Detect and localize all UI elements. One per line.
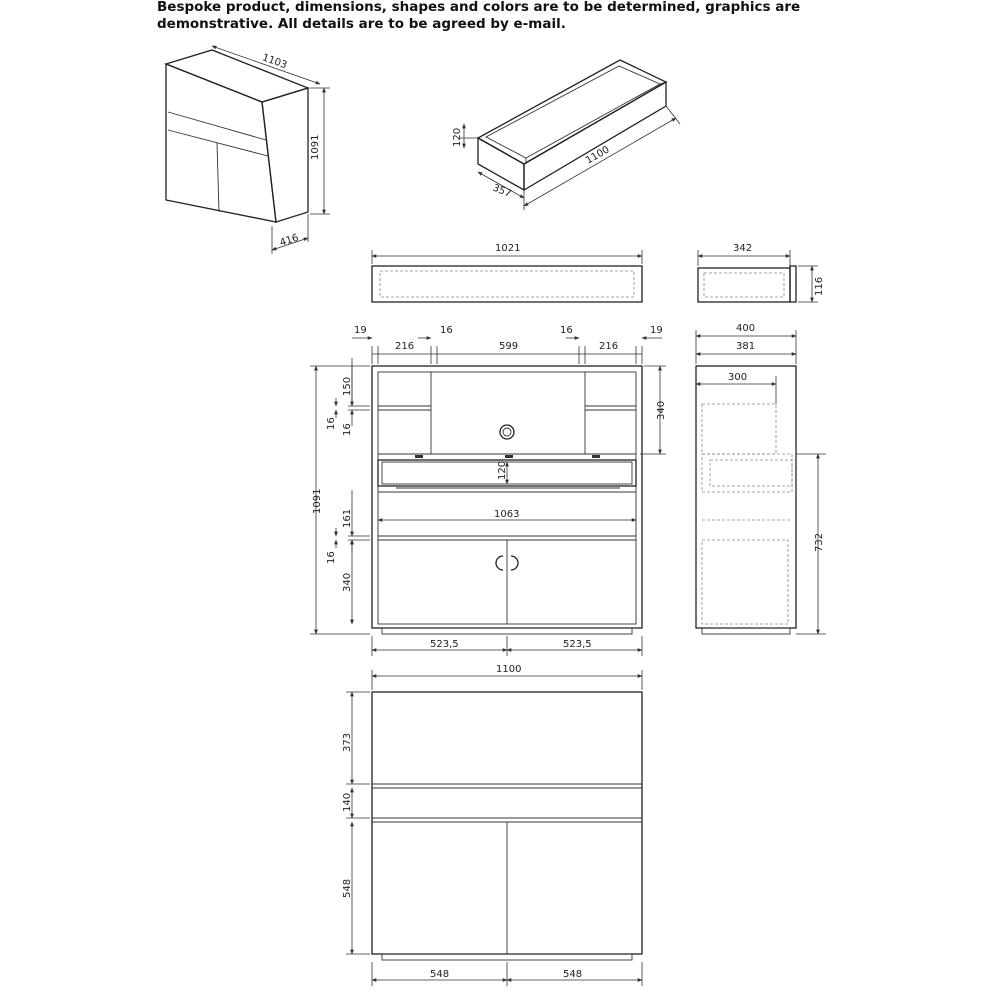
front-open-view: [310, 325, 667, 690]
side-view: [696, 323, 826, 634]
front-thick-c: 16: [326, 551, 337, 564]
closed-doors-height: 548: [342, 878, 353, 898]
front-top-shelf: 150: [342, 376, 353, 396]
iso-drawer-height: 120: [452, 127, 463, 147]
front-drawer-height: 120: [497, 460, 508, 480]
iso-drawer-depth: 357: [490, 182, 513, 200]
front-upper-height: 340: [656, 400, 667, 420]
iso-cabinet-view: [166, 46, 330, 254]
front-bottom-left: 523,5: [430, 639, 459, 650]
closed-top-height: 373: [342, 732, 353, 752]
drawer-side-elevation: [698, 243, 825, 302]
iso-cabinet-width: 1103: [260, 52, 289, 72]
iso-drawer-view: [452, 60, 680, 210]
drawer-side-depth: 342: [733, 243, 753, 254]
front-shelf-left: 216: [395, 341, 415, 352]
front-shelf-right: 216: [599, 341, 619, 352]
front-side-right: 19: [650, 325, 663, 336]
front-total-height: 1091: [312, 488, 323, 514]
iso-cabinet-height: 1091: [310, 134, 321, 160]
drawer-side-height: 116: [814, 276, 825, 296]
front-bottom-right: 523,5: [563, 639, 592, 650]
side-outer-depth: 400: [736, 323, 756, 334]
front-side-left: 19: [354, 325, 367, 336]
side-inner-depth: 381: [736, 341, 756, 352]
front-gap-right: 16: [560, 325, 573, 336]
front-thick-a: 16: [326, 417, 337, 430]
disclaimer-line-2: demonstrative. All details are to be agreed by e-mail.: [157, 16, 566, 32]
drawer-elevation: [372, 243, 642, 302]
front-overall-width: 1100: [496, 664, 522, 675]
iso-drawer-length: 1100: [584, 144, 612, 167]
front-lower-door: 340: [342, 572, 353, 592]
drawer-top-width: 1021: [495, 243, 521, 254]
front-center: 599: [499, 341, 519, 352]
side-shelf-depth: 300: [728, 372, 748, 383]
closed-door-right-width: 548: [563, 969, 583, 980]
front-thick-b: 16: [342, 423, 353, 436]
closed-drawer-height: 140: [342, 792, 353, 812]
disclaimer-line-1: Bespoke product, dimensions, shapes and colors are to be determined, graphics are: [157, 0, 801, 15]
front-inner-width: 1063: [494, 509, 520, 520]
front-closed-view: [342, 692, 642, 986]
closed-door-left-width: 548: [430, 969, 450, 980]
side-lower-height: 732: [814, 532, 825, 552]
iso-cabinet-depth: 416: [278, 232, 301, 249]
front-gap-left: 16: [440, 325, 453, 336]
front-mid-gap: 161: [342, 508, 353, 528]
